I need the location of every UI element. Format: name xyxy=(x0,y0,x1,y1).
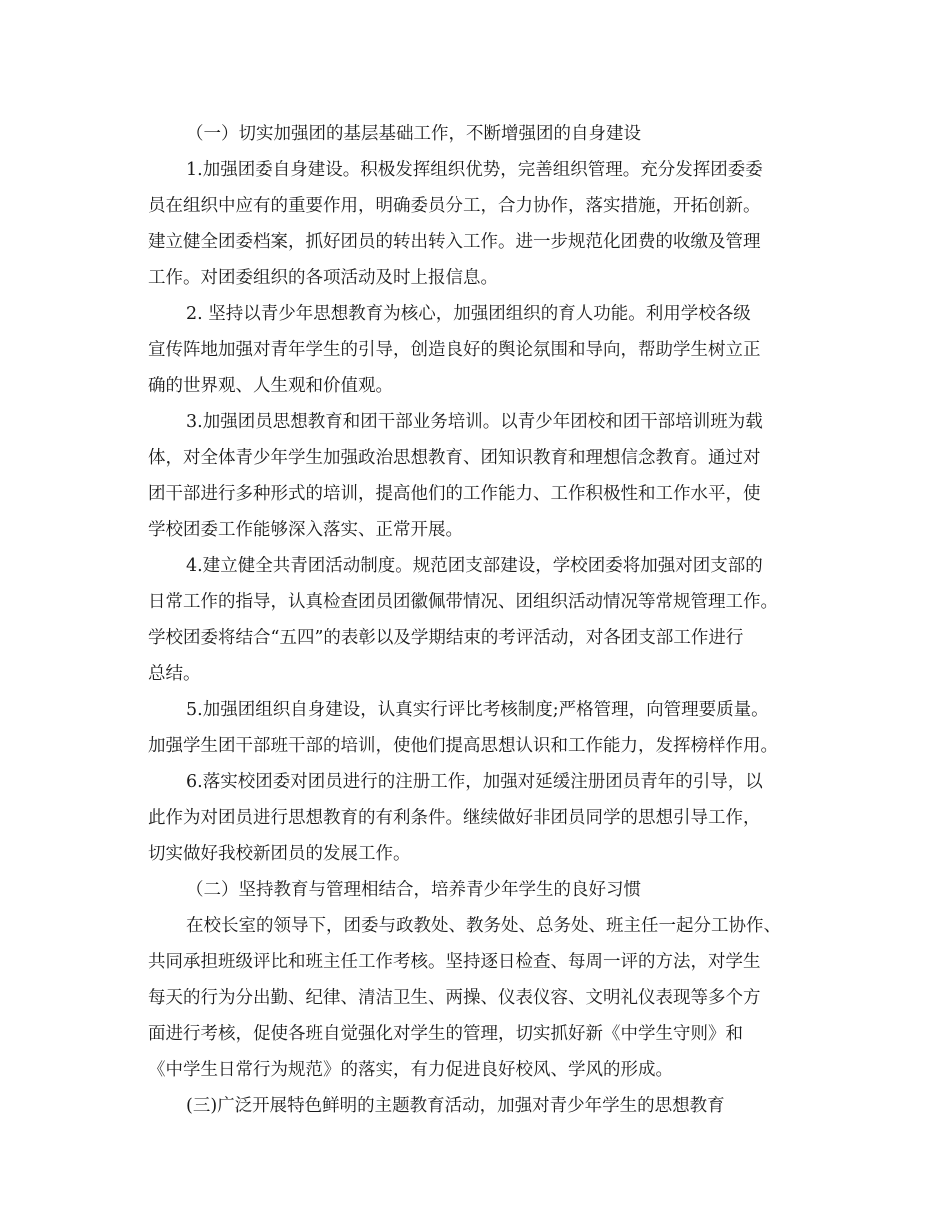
paragraph-1-line-1: 1.加强团委自身建设。积极发挥组织优势，完善组织管理。充分发挥团委委 xyxy=(186,160,763,180)
paragraph-3-line-1: 3.加强团员思想教育和团干部业务培训。以青少年团校和团干部培训班为载 xyxy=(186,412,763,432)
paragraph-4-line-4: 总结。 xyxy=(148,664,201,684)
paragraph-3-line-4: 学校团委工作能够深入落实、正常开展。 xyxy=(148,520,463,540)
paragraph-7-line-5: 《中学生日常行为规范》的落实，有力促进良好校风、学风的形成。 xyxy=(148,1060,673,1080)
paragraph-7-line-1: 在校长室的领导下，团委与政教处、教务处、总务处、班主任一起分工协作、 xyxy=(186,916,781,936)
paragraph-4-line-3: 学校团委将结合“五四”的表彰以及学期结束的考评活动，对各团支部工作进行 xyxy=(148,628,744,648)
paragraph-5-line-1: 5.加强团组织自身建设，认真实行评比考核制度;严格管理，向管理要质量。 xyxy=(186,700,769,720)
paragraph-2-line-2: 宣传阵地加强对青年学生的引导，创造良好的舆论氛围和导向，帮助学生树立正 xyxy=(148,340,761,360)
paragraph-6-line-3: 切实做好我校新团员的发展工作。 xyxy=(148,844,411,864)
paragraph-3-line-3: 团干部进行多种形式的培训，提高他们的工作能力、工作积极性和工作水平，使 xyxy=(148,484,761,504)
paragraph-6-line-2: 此作为对团员进行思想教育的有利条件。继续做好非团员同学的思想引导工作， xyxy=(148,808,761,828)
section-heading-2: （二）坚持教育与管理相结合，培养青少年学生的良好习惯 xyxy=(186,880,641,900)
paragraph-1-line-4: 工作。对团委组织的各项活动及时上报信息。 xyxy=(148,268,498,288)
paragraph-2-line-3: 确的世界观、人生观和价值观。 xyxy=(148,376,393,396)
paragraph-4-line-1: 4.建立健全共青团活动制度。规范团支部建设，学校团委将加强对团支部的 xyxy=(186,556,763,576)
paragraph-3-line-2: 体，对全体青少年学生加强政治思想教育、团知识教育和理想信念教育。通过对 xyxy=(148,448,761,468)
paragraph-1-line-3: 建立健全团委档案，抓好团员的转出转入工作。进一步规范化团费的收缴及管理 xyxy=(148,232,761,252)
paragraph-7-line-3: 每天的行为分出勤、纪律、清洁卫生、两操、仪表仪容、文明礼仪表现等多个方 xyxy=(148,988,761,1008)
paragraph-5-line-2: 加强学生团干部班干部的培训，使他们提高思想认识和工作能力，发挥榜样作用。 xyxy=(148,736,778,756)
paragraph-2-line-1: 2. 坚持以青少年思想教育为核心，加强团组织的育人功能。利用学校各级 xyxy=(186,304,751,324)
section-heading-1: （一）切实加强团的基层基础工作，不断增强团的自身建设 xyxy=(186,124,641,144)
paragraph-7-line-4: 面进行考核，促使各班自觉强化对学生的管理，切实抓好新《中学生守则》和 xyxy=(148,1024,743,1044)
paragraph-6-line-1: 6.落实校团委对团员进行的注册工作，加强对延缓注册团员青年的引导，以 xyxy=(186,772,763,792)
paragraph-1-line-2: 员在组织中应有的重要作用，明确委员分工，合力协作，落实措施，开拓创新。 xyxy=(148,196,761,216)
paragraph-7-line-2: 共同承担班级评比和班主任工作考核。坚持逐日检查、每周一评的方法，对学生 xyxy=(148,952,761,972)
paragraph-4-line-2: 日常工作的指导，认真检查团员团徽佩带情况、团组织活动情况等常规管理工作。 xyxy=(148,592,778,612)
section-heading-3: (三)广泛开展特色鲜明的主题教育活动，加强对青少年学生的思想教育 xyxy=(186,1096,725,1116)
